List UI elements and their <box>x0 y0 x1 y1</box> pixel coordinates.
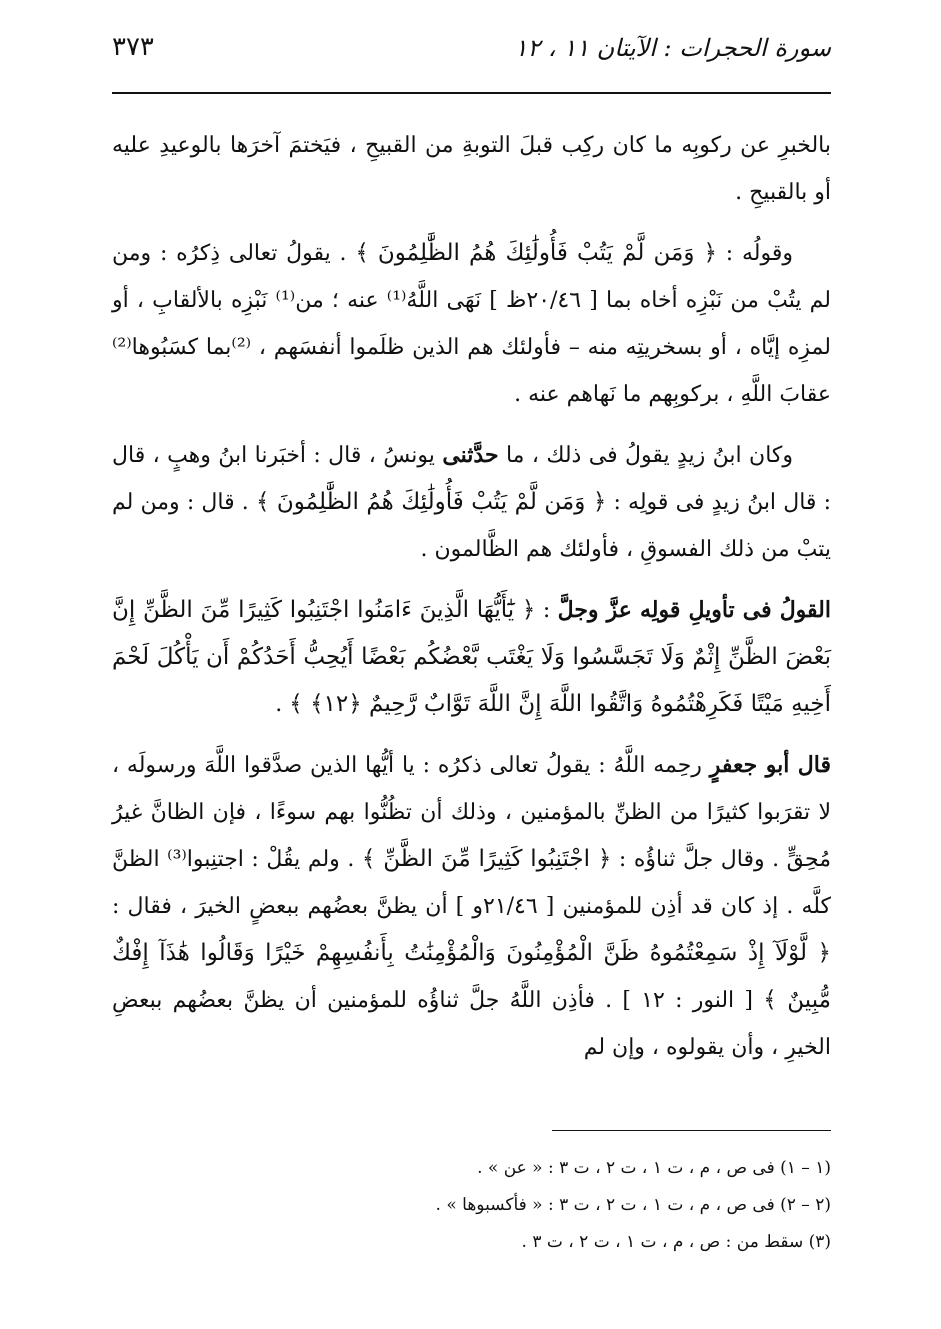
page-number: ٣٧٣ <box>112 32 154 62</box>
paragraph-3 <box>112 432 831 573</box>
section-heading: القولُ فى تأويلِ قولِه عزَّ وجلَّ <box>557 597 831 623</box>
quran-quote: ﴿ وَمَن لَّمْ يَتُبْ فَأُولَٰئِكَ هُمُ الظَّٰلِمُونَ ﴾ <box>355 240 718 266</box>
paragraph-2 <box>112 230 831 418</box>
quran-quote: ﴿ اجْتَنِبُوا كَثِيرًا مِّنَ الظَّنِّ ﴾ <box>361 846 612 872</box>
paragraph-5-text-2: . ولم يقُلْ : اجتنِبوا⁽³⁾ الظنَّ كلَّه . إذ كان قد أذِن للمؤمنين [ ٢١/٤٦و ] أن يظنَّ بعضُهم ببعضٍ الخيرَ ، فقال : <box>112 847 831 919</box>
quran-verse: ﴿ يَٰٓأَيُّهَا الَّذِينَ ءَامَنُوا اجْتَنِبُوا كَثِيرًا مِّنَ الظَّنِّ إِنَّ بَعْضَ الظَّنِّ إِثْمٌ وَلَا تَجَسَّسُوا وَلَا يَغْتَب بَّعْضُكُم بَعْضًا أَيُحِبُّ أَحَدُكُمْ أَن يَأْكُلَ لَحْمَ أَخِيهِ مَيْتًا فَكَرِهْتُمُوهُ وَاتَّقُوا اللَّهَ إِنَّ اللَّهَ تَوَّابٌ رَّحِيمٌ ﴿١٢﴾ ﴾ <box>112 597 831 717</box>
paragraph-4 <box>112 587 831 728</box>
paragraph-5-text-1: رحِمه اللَّهُ : يقولُ تعالى ذكرُه : يا أيُّها الذين صدَّقوا اللَّهَ ورسولَه ، لا تقرَبوا كثيرًا من الظنِّ بالمؤمنين ، وذلك أن تظُنُّوا بهم سوءًا ، فإن الظانَّ غيرُ مُحِقٍّ . وقال جلَّ ثناؤُه : <box>112 753 831 872</box>
footnote-2: (٢ – ٢) فى ص ، م ، ت ١ ، ت ٢ ، ت ٣ : « فأكسبوها » . <box>435 1195 831 1215</box>
running-header <box>112 28 831 78</box>
isnad-keyword: حدَّثنى <box>442 442 499 468</box>
footnote-1: (١ – ١) فى ص ، م ، ت ١ ، ت ٢ ، ت ٣ : « عن » . <box>477 1158 831 1178</box>
heading-colon: : <box>535 598 558 623</box>
header-divider <box>112 92 831 94</box>
paragraph-4-end: . <box>275 692 290 717</box>
header-title: سورة الحجرات : الآيتان ١١ ، ١٢ <box>514 34 831 62</box>
paragraph-5 <box>112 742 831 1071</box>
paragraph-1-text: بالخبرِ عن ركوبِه ما كان ركِب قبلَ التوبةِ من القبيحِ ، فيَختمَ آخرَها بالوعيدِ عليه أو بالقبيحِ . <box>112 133 831 205</box>
paragraph-1 <box>112 122 831 216</box>
footnote-3: (٣) سقط من : ص ، م ، ت ١ ، ت ٢ ، ت ٣ . <box>521 1232 831 1252</box>
paragraph-2-lead: وقولُه : <box>717 241 794 266</box>
footnotes <box>112 1150 831 1261</box>
paragraph-3-lead: وكان ابنُ زيدٍ يقولُ فى ذلك ، ما <box>498 443 793 468</box>
paragraph-2-text: . يقولُ تعالى ذِكرُه : ومن لم يتُبْ من نَبْزِه أخاه بما [ ٢٠/٤٦ظ ] نَهَى اللَّهُ⁽¹⁾ عنه ؛ من⁽¹⁾ نَبْزِه بالألقابِ ، أو لمزِه إيَّاه ، أو بسخريتِه منه – فأولئك هم الذين ظلَموا أنفسَهم ، ⁽²⁾بما كسَبُوها⁽²⁾ عقابَ اللَّهِ ، بركوبِهم ما نَهاهم عنه . <box>112 241 831 407</box>
paragraph-3-mid: يونسُ ، قال : أخبَرنا ابنُ وهبٍ ، قال : قال ابنُ زيدٍ فى قولِه : <box>112 443 831 515</box>
main-text <box>112 122 831 1085</box>
author-name: قال أبو جعفرٍ <box>709 752 831 778</box>
quran-quote: ﴿ وَمَن لَّمْ يَتُبْ فَأُولَٰئِكَ هُمُ الظَّٰلِمُونَ ﴾ <box>255 489 607 515</box>
paragraph-3-text: . قال : ومن لم يتبْ من ذلك الفسوقِ ، فأولئك هم الظَّالمون . <box>112 490 831 562</box>
quran-quote: ﴿ لَّوْلَآ إِذْ سَمِعْتُمُوهُ ظَنَّ الْمُؤْمِنُونَ وَالْمُؤْمِنَٰتُ بِأَنفُسِهِمْ خَيْرًا وَقَالُوا هَٰذَآ إِفْكٌ مُّبِينٌ ﴾ <box>112 940 831 1013</box>
footnote-divider <box>552 1130 831 1131</box>
paragraph-5-text-3: [ النور : ١٢ ] . فأذِن اللَّهُ جلَّ ثناؤُه للمؤمنين أن يظنَّ بعضُهم ببعضِ الخيرِ ، وأن يقولوه ، وإن لم <box>112 988 831 1060</box>
